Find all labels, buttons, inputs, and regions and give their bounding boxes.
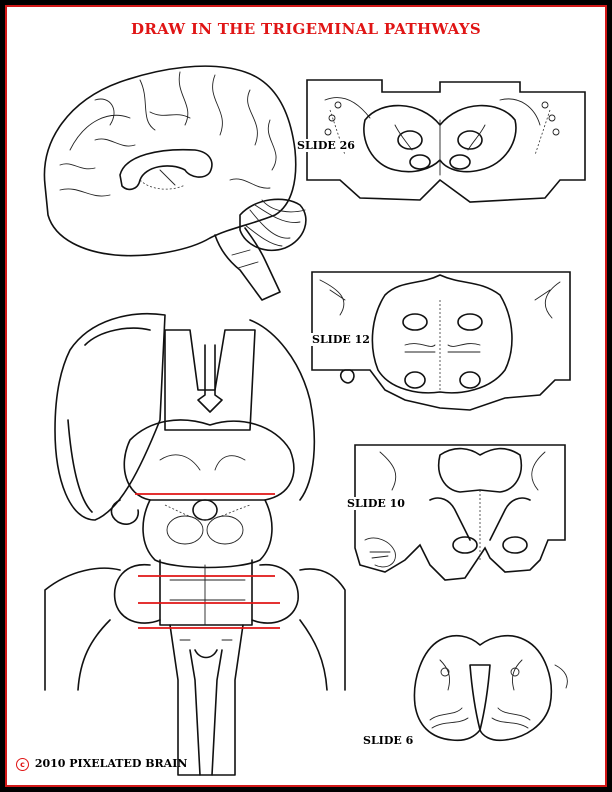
slide-12-label: SLIDE 12	[312, 333, 370, 346]
copyright-text: 2010 PIXELATED BRAIN	[34, 757, 188, 770]
sagittal-brain	[44, 66, 305, 300]
slide-10-section	[355, 445, 565, 580]
copyright-icon: c	[16, 758, 29, 771]
slide-6-label: SLIDE 6	[363, 734, 414, 747]
slide-26-label: SLIDE 26	[297, 139, 355, 152]
page-title: DRAW IN THE TRIGEMINAL PATHWAYS	[131, 20, 481, 38]
copyright-line	[16, 757, 187, 771]
slide-6-section	[414, 636, 567, 741]
slide-10-label: SLIDE 10	[347, 497, 405, 510]
brainstem-ventral-view	[45, 314, 345, 775]
